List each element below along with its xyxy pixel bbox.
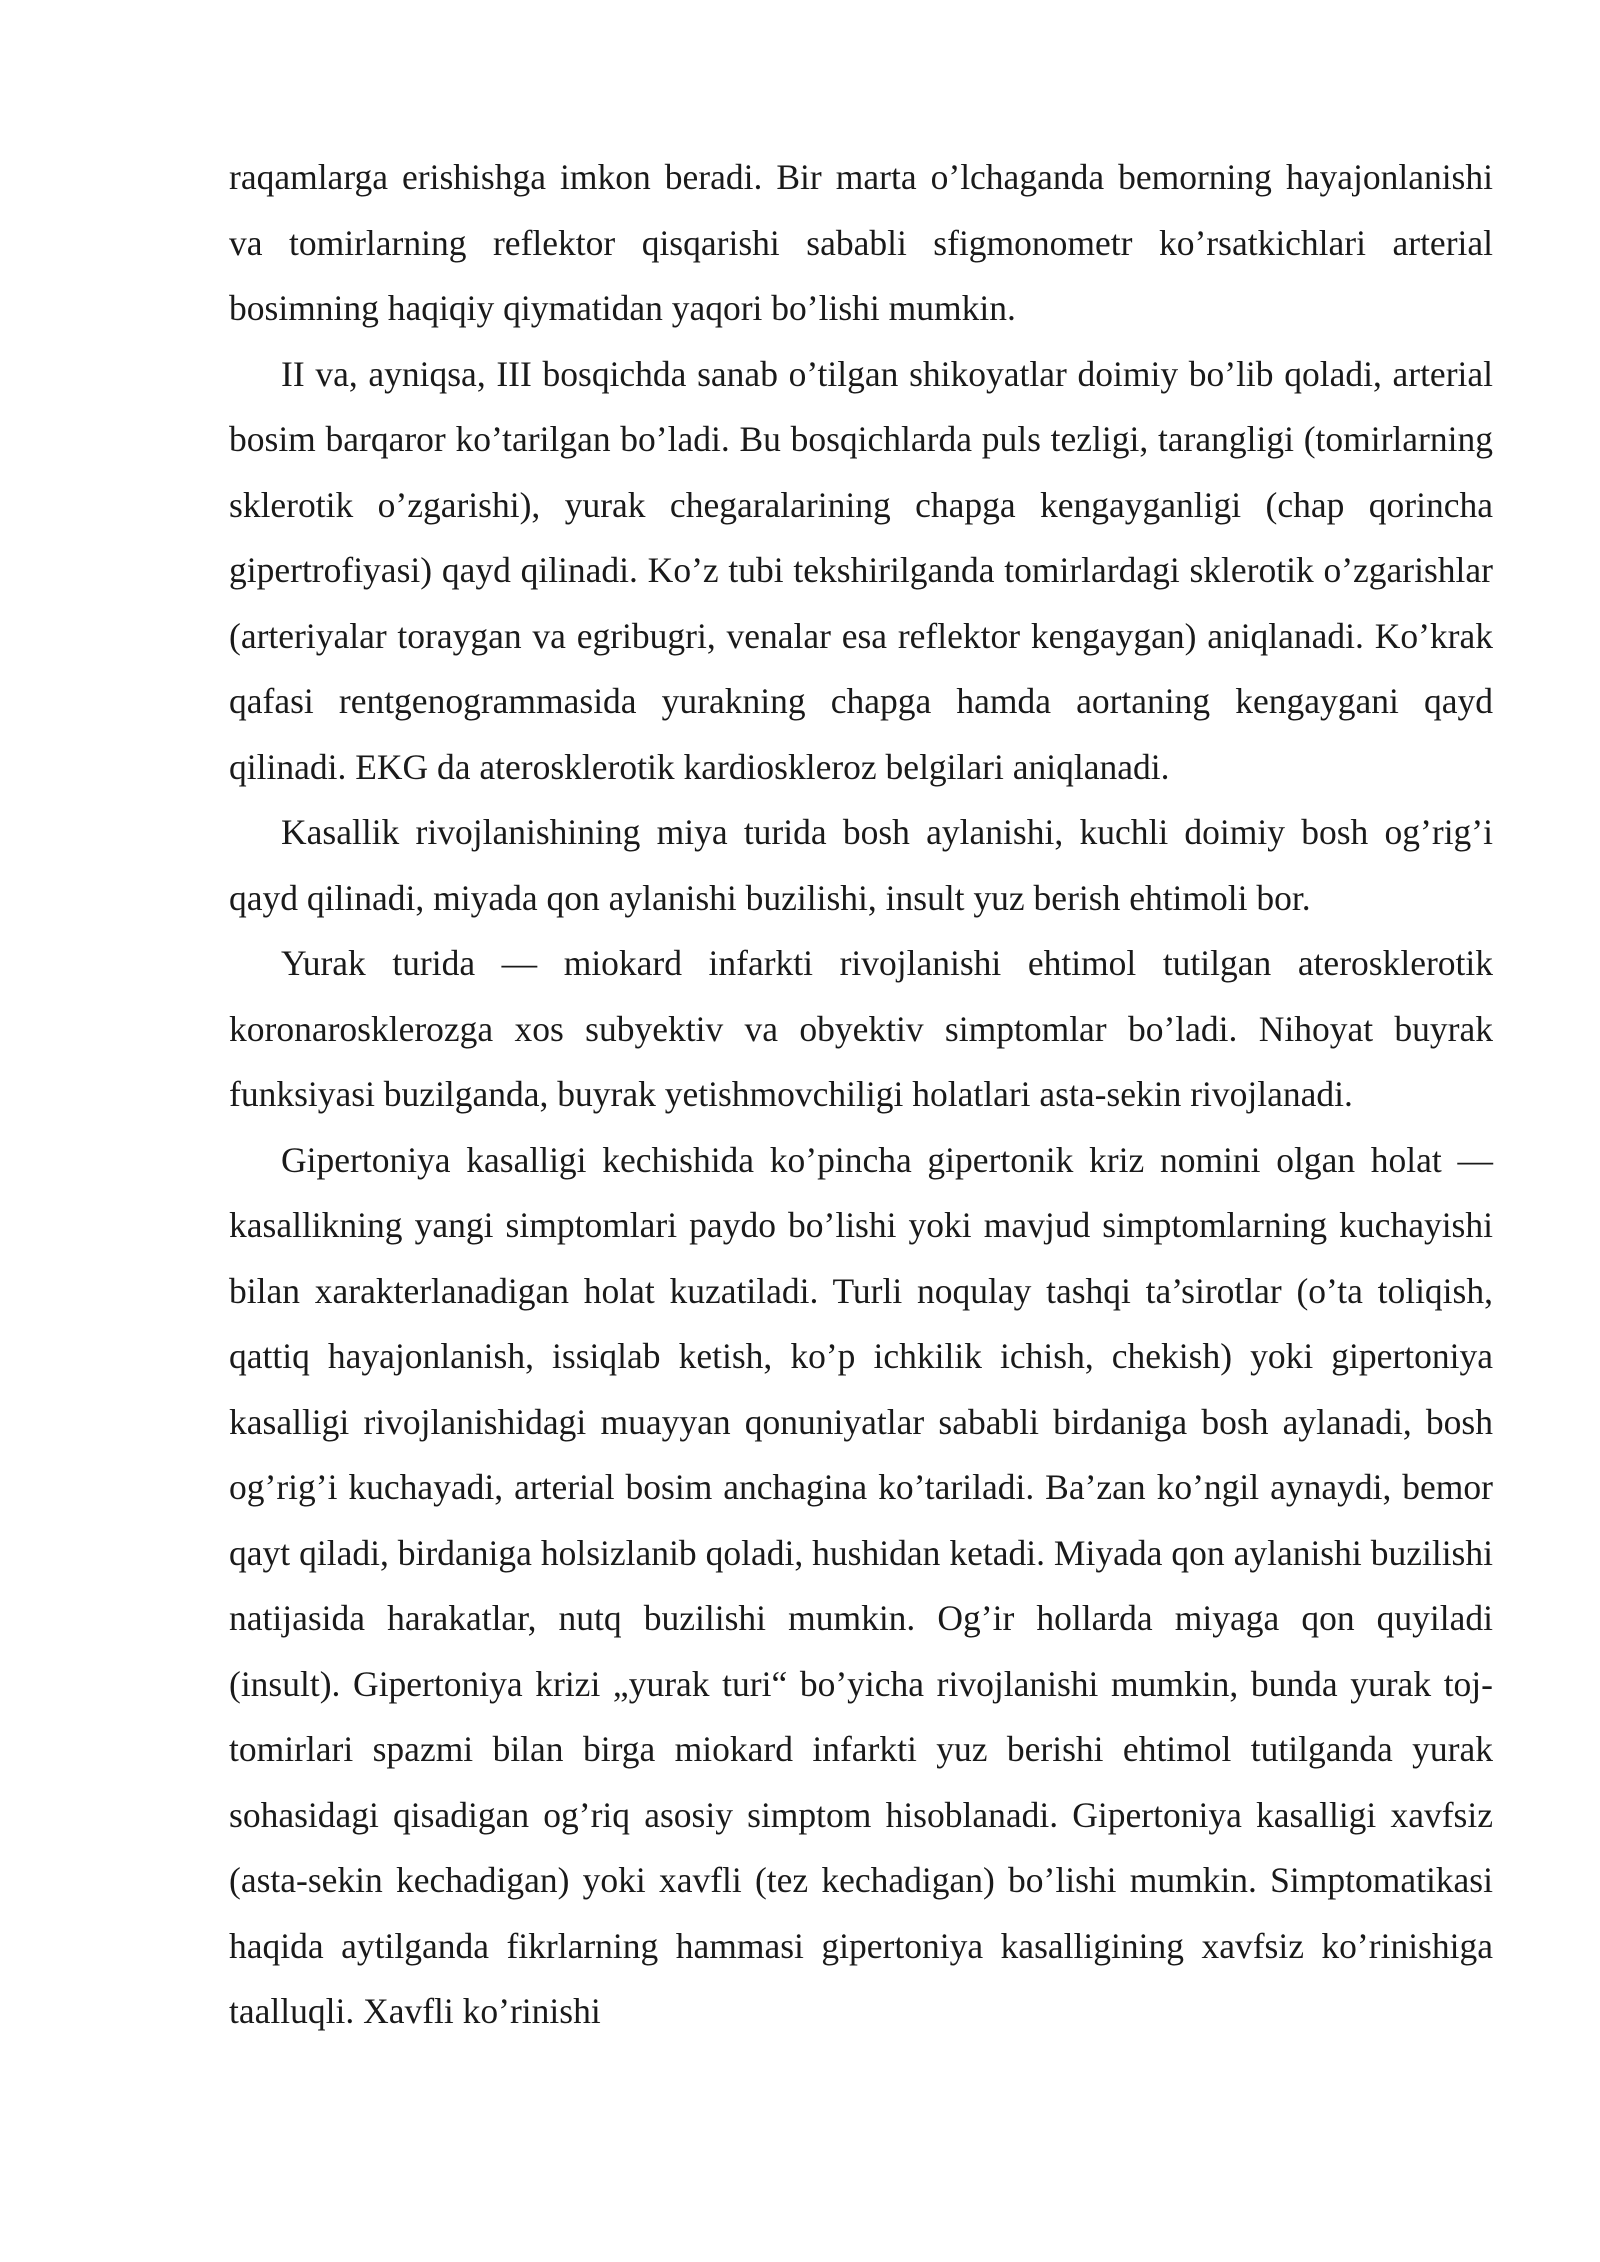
body-text <box>229 145 1493 2045</box>
paragraph-brain-type: Kasallik rivojlanishining miya turida bosh aylanishi, kuchli doimiy bosh og’rig’i qayd qilinadi, miyada qon aylanishi buzilishi, insult yuz berish ehtimoli bor. <box>229 812 1493 918</box>
paragraph-heart-type: Yurak turida — miokard infarkti rivojlanishi ehtimol tutilgan aterosklerotik koronarosklerozga xos subyektiv va obyektiv simptomlar bo’ladi. Nihoyat buyrak funksiyasi buzilganda, buyrak yetishmovchiligi holatlari asta-sekin rivojlanadi. <box>229 943 1493 1114</box>
paragraph-continuation: raqamlarga erishishga imkon beradi. Bir marta o’lchaganda bemorning hayajonlanishi va tomirlarning reflektor qisqarishi sababli sfigmonometr ko’rsatkichlari arterial bosimning haqiqiy qiymatidan yaqori bo’lishi mumkin. <box>229 157 1493 328</box>
paragraph-stages: II va, ayniqsa, III bosqichda sanab o’tilgan shikoyatlar doimiy bo’lib qoladi, arterial bosim barqaror ko’tarilgan bo’ladi. Bu bosqichlarda puls tezligi, tarangligi (tomirlarning sklerotik o’zgarishi), yurak chegaralarining chapga kengayganligi (chap qorincha gipertrofiyasi) qayd qilinadi. Ko’z tubi tekshirilganda tomirlardagi sklerotik o’zgarishlar (arteriyalar toraygan va egribugri, venalar esa reflektor kengaygan) aniqlanadi. Ko’krak qafasi rentgenogrammasida yurakning chapga hamda aortaning kengaygani qayd qilinadi. EKG da aterosklerotik kardioskleroz belgilari aniqlanadi. <box>229 353 1493 787</box>
paragraph-hypertensive-crisis: Gipertoniya kasalligi kechishida ko’pincha gipertonik kriz nomini olgan holat — kasallikning yangi simptomlari paydo bo’lishi yoki mavjud simptomlarning kuchayishi bilan xarakterlanadigan holat kuzatiladi. Turli noqulay tashqi ta’sirotlar (o’ta toliqish, qattiq hayajonlanish, issiqlab ketish, ko’p ichkilik ichish, chekish) yoki gipertoniya kasalligi rivojlanishidagi muayyan qonuniyatlar sababli birdaniga bosh aylanadi, bosh og’rig’i kuchayadi, arterial bosim anchagina ko’tariladi. Ba’zan ko’ngil aynaydi, bemor qayt qiladi, birdaniga holsizlanib qoladi, hushidan ketadi. Miyada qon aylanishi buzilishi natijasida harakatlar, nutq buzilishi mumkin. Og’ir hollarda miyaga qon quyiladi (insult). Gipertoniya krizi „yurak turi“ bo’yicha rivojlanishi mumkin, bunda yurak toj-tomirlari spazmi bilan birga miokard infarkti yuz berishi ehtimol tutilganda yurak sohasidagi qisadigan og’riq asosiy simptom hisoblanadi. Gipertoniya kasalligi xavfsiz (asta-sekin kechadigan) yoki xavfli (tez kechadigan) bo’lishi mumkin. Simptomatikasi haqida aytilganda fikrlarning hammasi gipertoniya kasalligining xavfsiz ko’rinishiga taalluqli. Xavfli ko’rinishi <box>229 1139 1493 2031</box>
